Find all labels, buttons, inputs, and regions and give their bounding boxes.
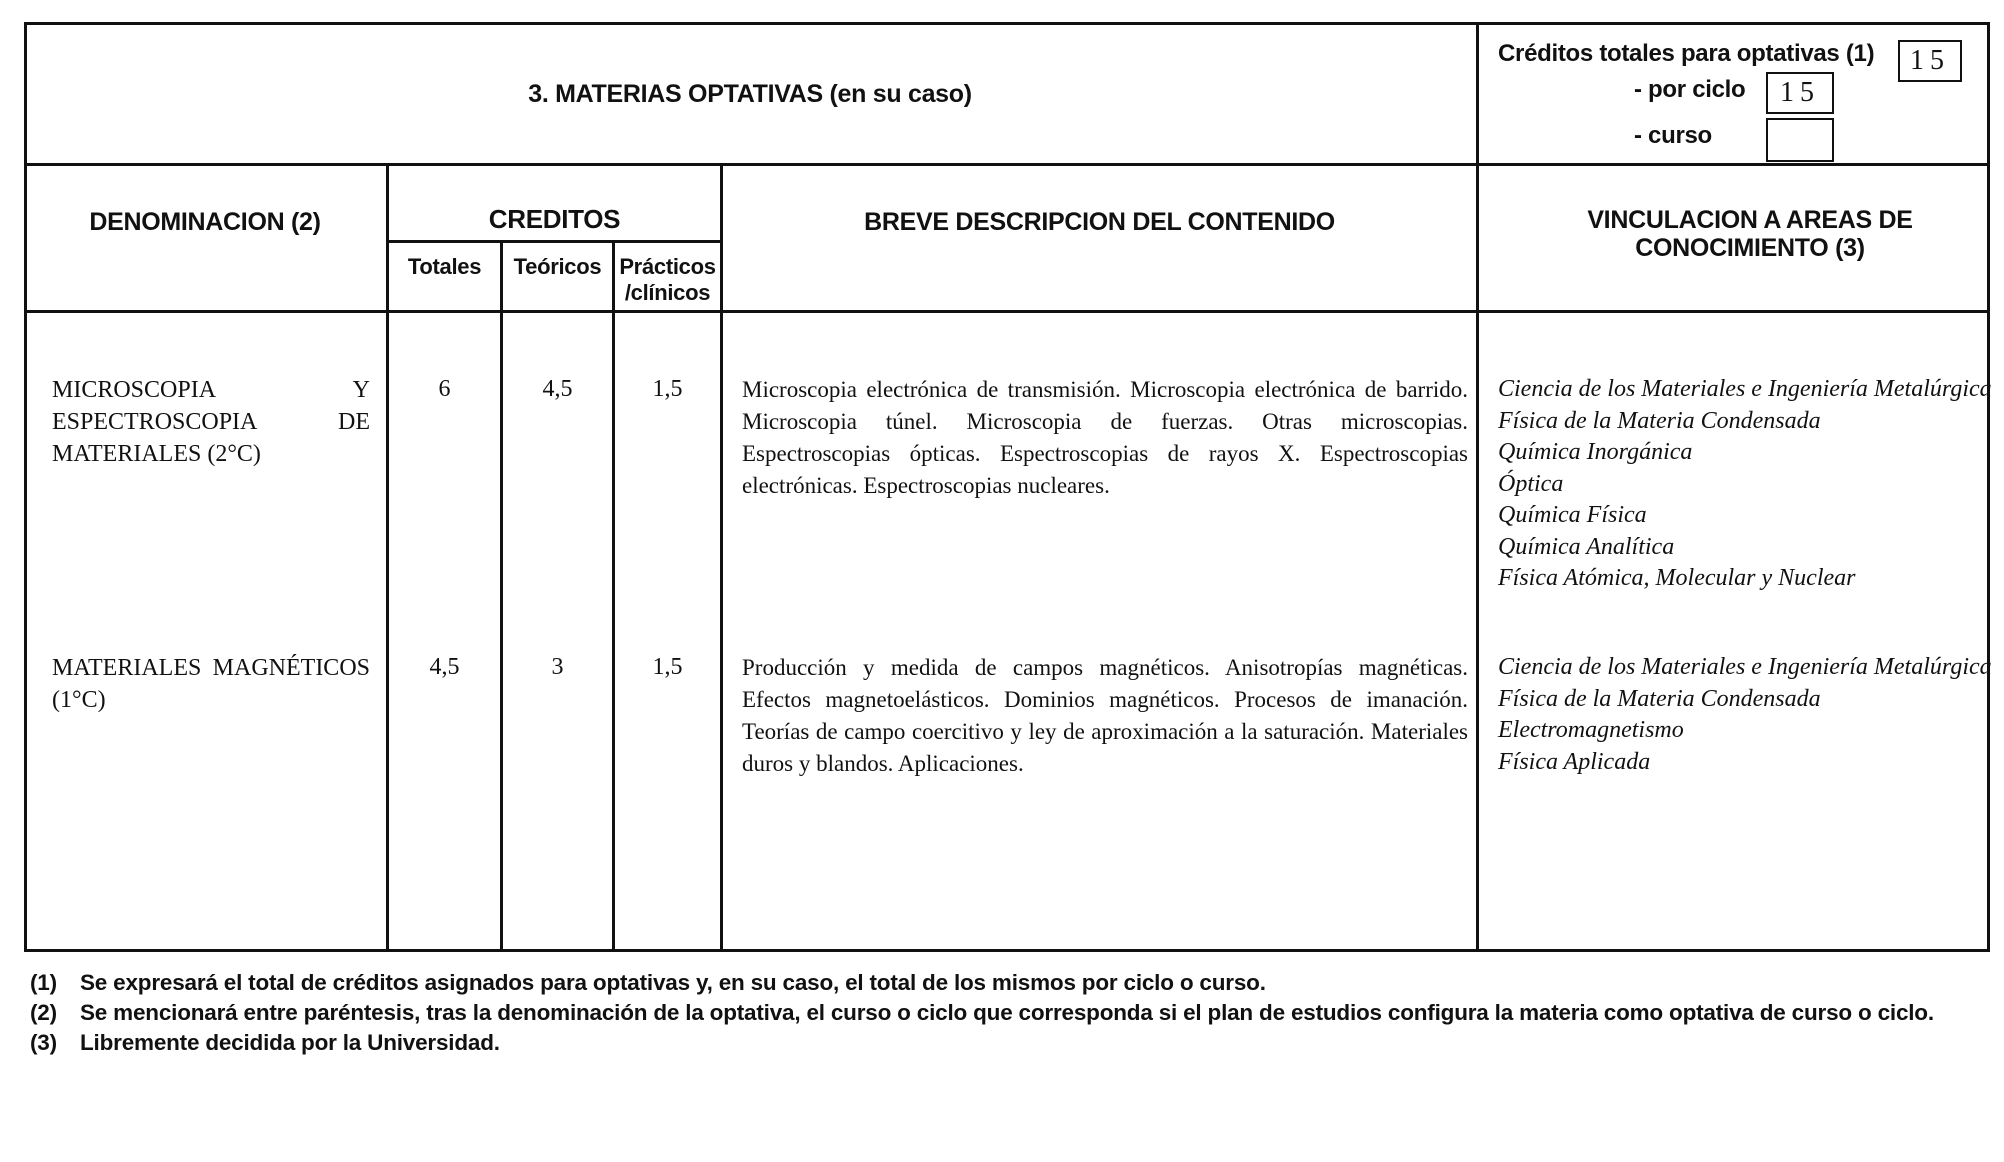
header-teoricos: Teóricos bbox=[513, 254, 602, 279]
rule-col2 bbox=[500, 240, 503, 952]
footnote bbox=[30, 998, 1980, 1028]
header-vinculacion: VINCULACION A AREAS DE CONOCIMIENTO (3) bbox=[1587, 206, 1913, 262]
rule-col1 bbox=[386, 163, 389, 952]
rule-creditos-sub bbox=[388, 240, 720, 243]
rule-col5 bbox=[1476, 22, 1479, 952]
footnote-marker: (2) bbox=[30, 1000, 57, 1025]
header-creditos: CREDITOS bbox=[488, 204, 621, 234]
footnote bbox=[30, 968, 1980, 998]
rule-col4 bbox=[720, 163, 723, 952]
subject-name: MATERIALES MAGNÉTICOS (1°C) bbox=[52, 655, 370, 713]
footnote-text: Se expresará el total de créditos asignados para optativas y, en su caso, el total de los mismos por ciclo o curso. bbox=[80, 970, 1266, 995]
per-course-label: - curso bbox=[1634, 122, 1712, 149]
subject-description: Microscopia electrónica de transmisión. Microscopia electrónica de barrido. Microscopia túnel. Microscopia de fuerzas. Otras microscopias. Espectroscopias ópticas. Espectroscopias de rayos X. Espectroscopias electrónicas. Espectroscopias nucleares. bbox=[742, 377, 1468, 498]
subject-credits-totales: 4,5 bbox=[429, 654, 460, 680]
rule-header-bottom bbox=[24, 310, 1990, 313]
total-credits-box: 15 bbox=[1898, 40, 1962, 82]
section-title: 3. MATERIAS OPTATIVAS (en su caso) bbox=[528, 79, 972, 108]
area-item: Física Aplicada bbox=[1498, 748, 1651, 775]
footnote-marker: (1) bbox=[30, 970, 57, 995]
total-credits-label: Créditos totales para optativas (1) bbox=[1498, 40, 1875, 67]
area-item: Química Inorgánica bbox=[1498, 439, 1693, 465]
subject-credits-teoricos: 4,5 bbox=[542, 376, 573, 402]
area-item: Química Analítica bbox=[1498, 533, 1675, 560]
subject-areas bbox=[1498, 652, 2004, 778]
subject-credits-teoricos: 3 bbox=[551, 654, 564, 680]
subject-credits-practicos: 1,5 bbox=[652, 654, 683, 680]
subject-areas bbox=[1498, 374, 2004, 595]
area-item: Física de la Materia Condensada bbox=[1498, 685, 1821, 712]
footnote-marker: (3) bbox=[30, 1030, 57, 1055]
header-practicos: Prácticos /clínicos bbox=[619, 254, 716, 305]
per-cycle-box: 15 bbox=[1766, 72, 1834, 114]
rule-col3 bbox=[612, 240, 615, 952]
subject-credits-practicos: 1,5 bbox=[652, 376, 683, 402]
footnote bbox=[30, 1028, 1980, 1058]
area-item: Física de la Materia Condensada bbox=[1498, 407, 1821, 434]
header-totales: Totales bbox=[407, 254, 482, 279]
per-course-box bbox=[1766, 118, 1834, 162]
per-cycle-label: - por ciclo bbox=[1634, 76, 1746, 103]
area-item: Ciencia de los Materiales e Ingeniería Metalúrgica bbox=[1498, 654, 1992, 680]
footnotes bbox=[30, 968, 1980, 1058]
area-item: Electromagnetismo bbox=[1498, 717, 1684, 743]
area-item: Química Física bbox=[1498, 502, 1647, 528]
area-item: Física Atómica, Molecular y Nuclear bbox=[1498, 565, 1856, 591]
subject-description: Producción y medida de campos magnéticos. Anisotropías magnéticas. Efectos magnetoelásticos. Dominios magnéticos. Procesos de imanación. Teorías de campo coercitivo y ley de aproximación a la saturación. Materiales duros y blandos. Aplicaciones. bbox=[742, 655, 1468, 776]
header-denominacion: DENOMINACION (2) bbox=[89, 208, 321, 236]
footnote-text: Se mencionará entre paréntesis, tras la denominación de la optativa, el curso o ciclo que corresponda si el plan de estudios configura la materia como optativa de curso o ciclo. bbox=[80, 1000, 1934, 1025]
subject-credits-totales: 6 bbox=[438, 376, 451, 402]
area-item: Ciencia de los Materiales e Ingeniería Metalúrgica bbox=[1498, 376, 1992, 402]
header-descripcion: BREVE DESCRIPCION DEL CONTENIDO bbox=[864, 208, 1335, 236]
area-item: Óptica bbox=[1498, 470, 1564, 497]
footnote-text: Libremente decidida por la Universidad. bbox=[80, 1030, 500, 1055]
subject-name: MICROSCOPIA Y ESPECTROSCOPIA DE MATERIALES (2°C) bbox=[52, 377, 370, 467]
